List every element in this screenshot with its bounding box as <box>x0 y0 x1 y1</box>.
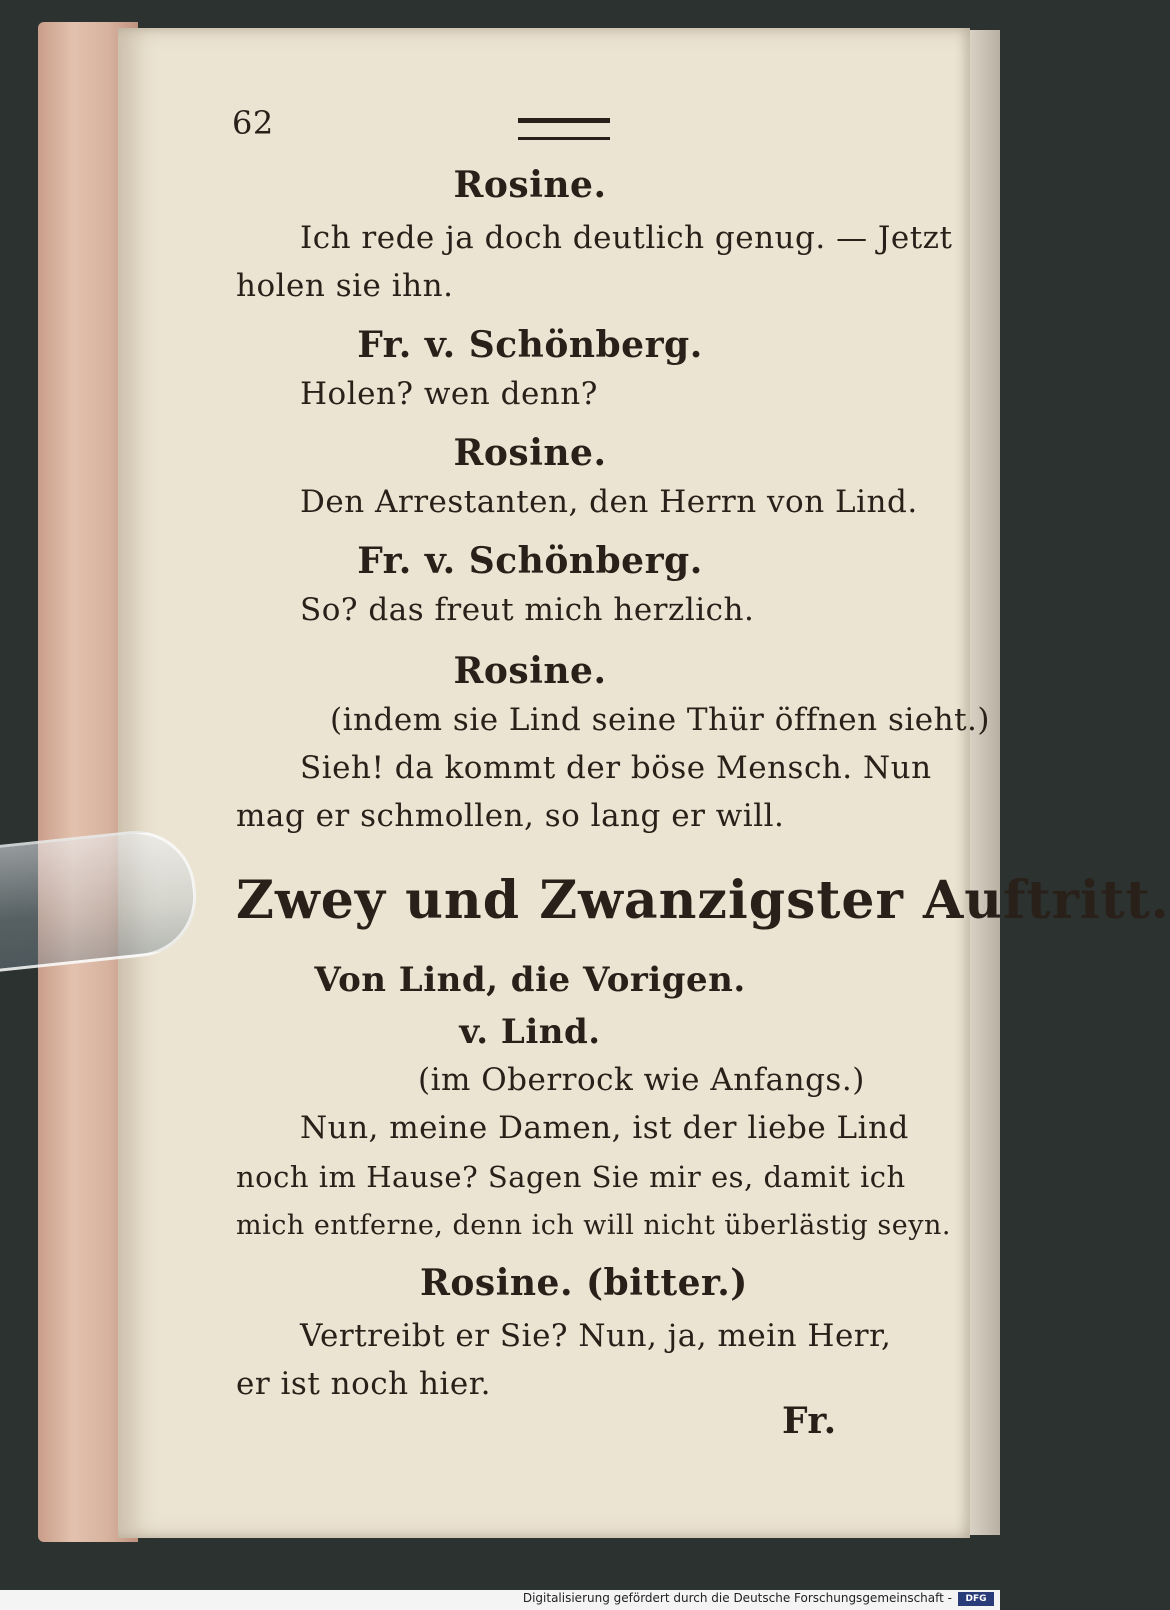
dfg-logo: DFG <box>958 1592 994 1606</box>
facing-page-edge <box>970 30 1000 1535</box>
text-line: Vertreibt er Sie? Nun, ja, mein Herr, <box>300 1318 892 1354</box>
text-line: mag er schmollen, so lang er will. <box>236 798 785 834</box>
scene-heading: Zwey und Zwanzigster Auftritt. <box>236 870 1170 931</box>
text-line: Sieh! da kommt der böse Mensch. Nun <box>300 750 932 786</box>
catchword: Fr. <box>782 1400 837 1442</box>
text-line: mich entferne, denn ich will nicht überlästig seyn. <box>236 1210 951 1241</box>
speaker-heading: Fr. v. Schönberg. <box>357 540 703 582</box>
header-rule <box>518 118 610 140</box>
stage-direction: (im Oberrock wie Anfangs.) <box>418 1062 865 1098</box>
speaker-heading: Rosine. (bitter.) <box>420 1262 748 1304</box>
text-line: Den Arrestanten, den Herrn von Lind. <box>300 484 918 520</box>
speaker-heading: v. Lind. <box>459 1012 601 1052</box>
speaker-heading: Rosine. <box>453 650 607 692</box>
speaker-heading: Fr. v. Schönberg. <box>357 324 703 366</box>
text-line: Nun, meine Damen, ist der liebe Lind <box>300 1110 909 1146</box>
text-line: Holen? wen denn? <box>300 376 598 412</box>
speaker-heading: Rosine. <box>453 432 607 474</box>
page-number: 62 <box>232 104 274 142</box>
text-line: Ich rede ja doch deutlich genug. — Jetzt <box>300 220 953 256</box>
stage-direction: (indem sie Lind seine Thür öffnen sieht.) <box>330 702 990 738</box>
text-line: er ist noch hier. <box>236 1366 491 1402</box>
footer-credit: Digitalisierung gefördert durch die Deutsche Forschungsgemeinschaft - <box>522 1591 952 1605</box>
speaker-heading: Rosine. <box>453 164 607 206</box>
text-line: noch im Hause? Sagen Sie mir es, damit ich <box>236 1160 906 1194</box>
text-line: So? das freut mich herzlich. <box>300 592 755 628</box>
text-line: holen sie ihn. <box>236 268 454 304</box>
scene-characters: Von Lind, die Vorigen. <box>314 960 746 1000</box>
